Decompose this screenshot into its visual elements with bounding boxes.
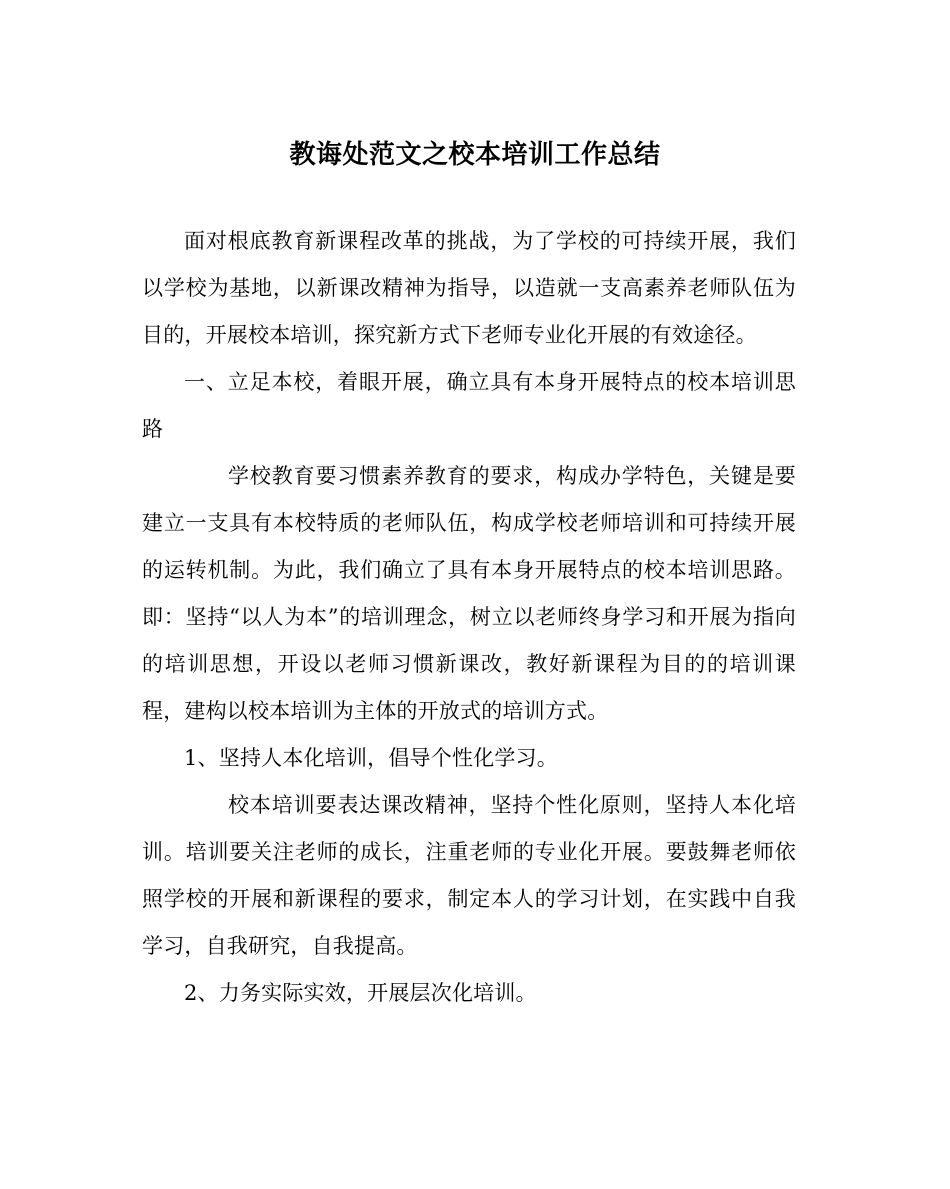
- document-title: 教诲处范文之校本培训工作总结: [289, 140, 661, 170]
- intro-paragraph: 面对根底教育新课程改革的挑战，为了学校的可持续开展，我们以学校为基地，以新课改精神为指导，以造就一支高素养老师队伍为目的，开展校本培训，探究新方式下老师专业化开展的有效途径。: [142, 229, 796, 347]
- section-heading-1: 一、立足本校，着眼开展，确立具有本身开展特点的校本培训思路: [142, 370, 796, 441]
- subsection-1-paragraph: 校本培训要表达课改精神，坚持个性化原则，坚持人本化培训。培训要关注老师的成长，注重老师的专业化开展。要鼓舞老师依照学校的开展和新课程的要求，制定本人的学习计划，在实践中自我学习，自我研究，自我提高。: [142, 793, 796, 958]
- subsection-heading-2: 2、力务实际实效，开展层次化培训。: [184, 981, 537, 1005]
- subsection-heading-1: 1、坚持人本化培训，倡导个性化学习。: [184, 746, 558, 770]
- document-body: [142, 218, 796, 1017]
- section-1-paragraph: 学校教育要习惯素养教育的要求，构成办学特色，关键是要建立一支具有本校特质的老师队伍，构成学校老师培训和可持续开展的运转机制。为此，我们确立了具有本身开展特点的校本培训思路。即：坚持“以人为本”的培训理念，树立以老师终身学习和开展为指向的培训思想，开设以老师习惯新课改，教好新课程为目的的培训课程，建构以校本培训为主体的开放式的培训方式。: [142, 464, 796, 723]
